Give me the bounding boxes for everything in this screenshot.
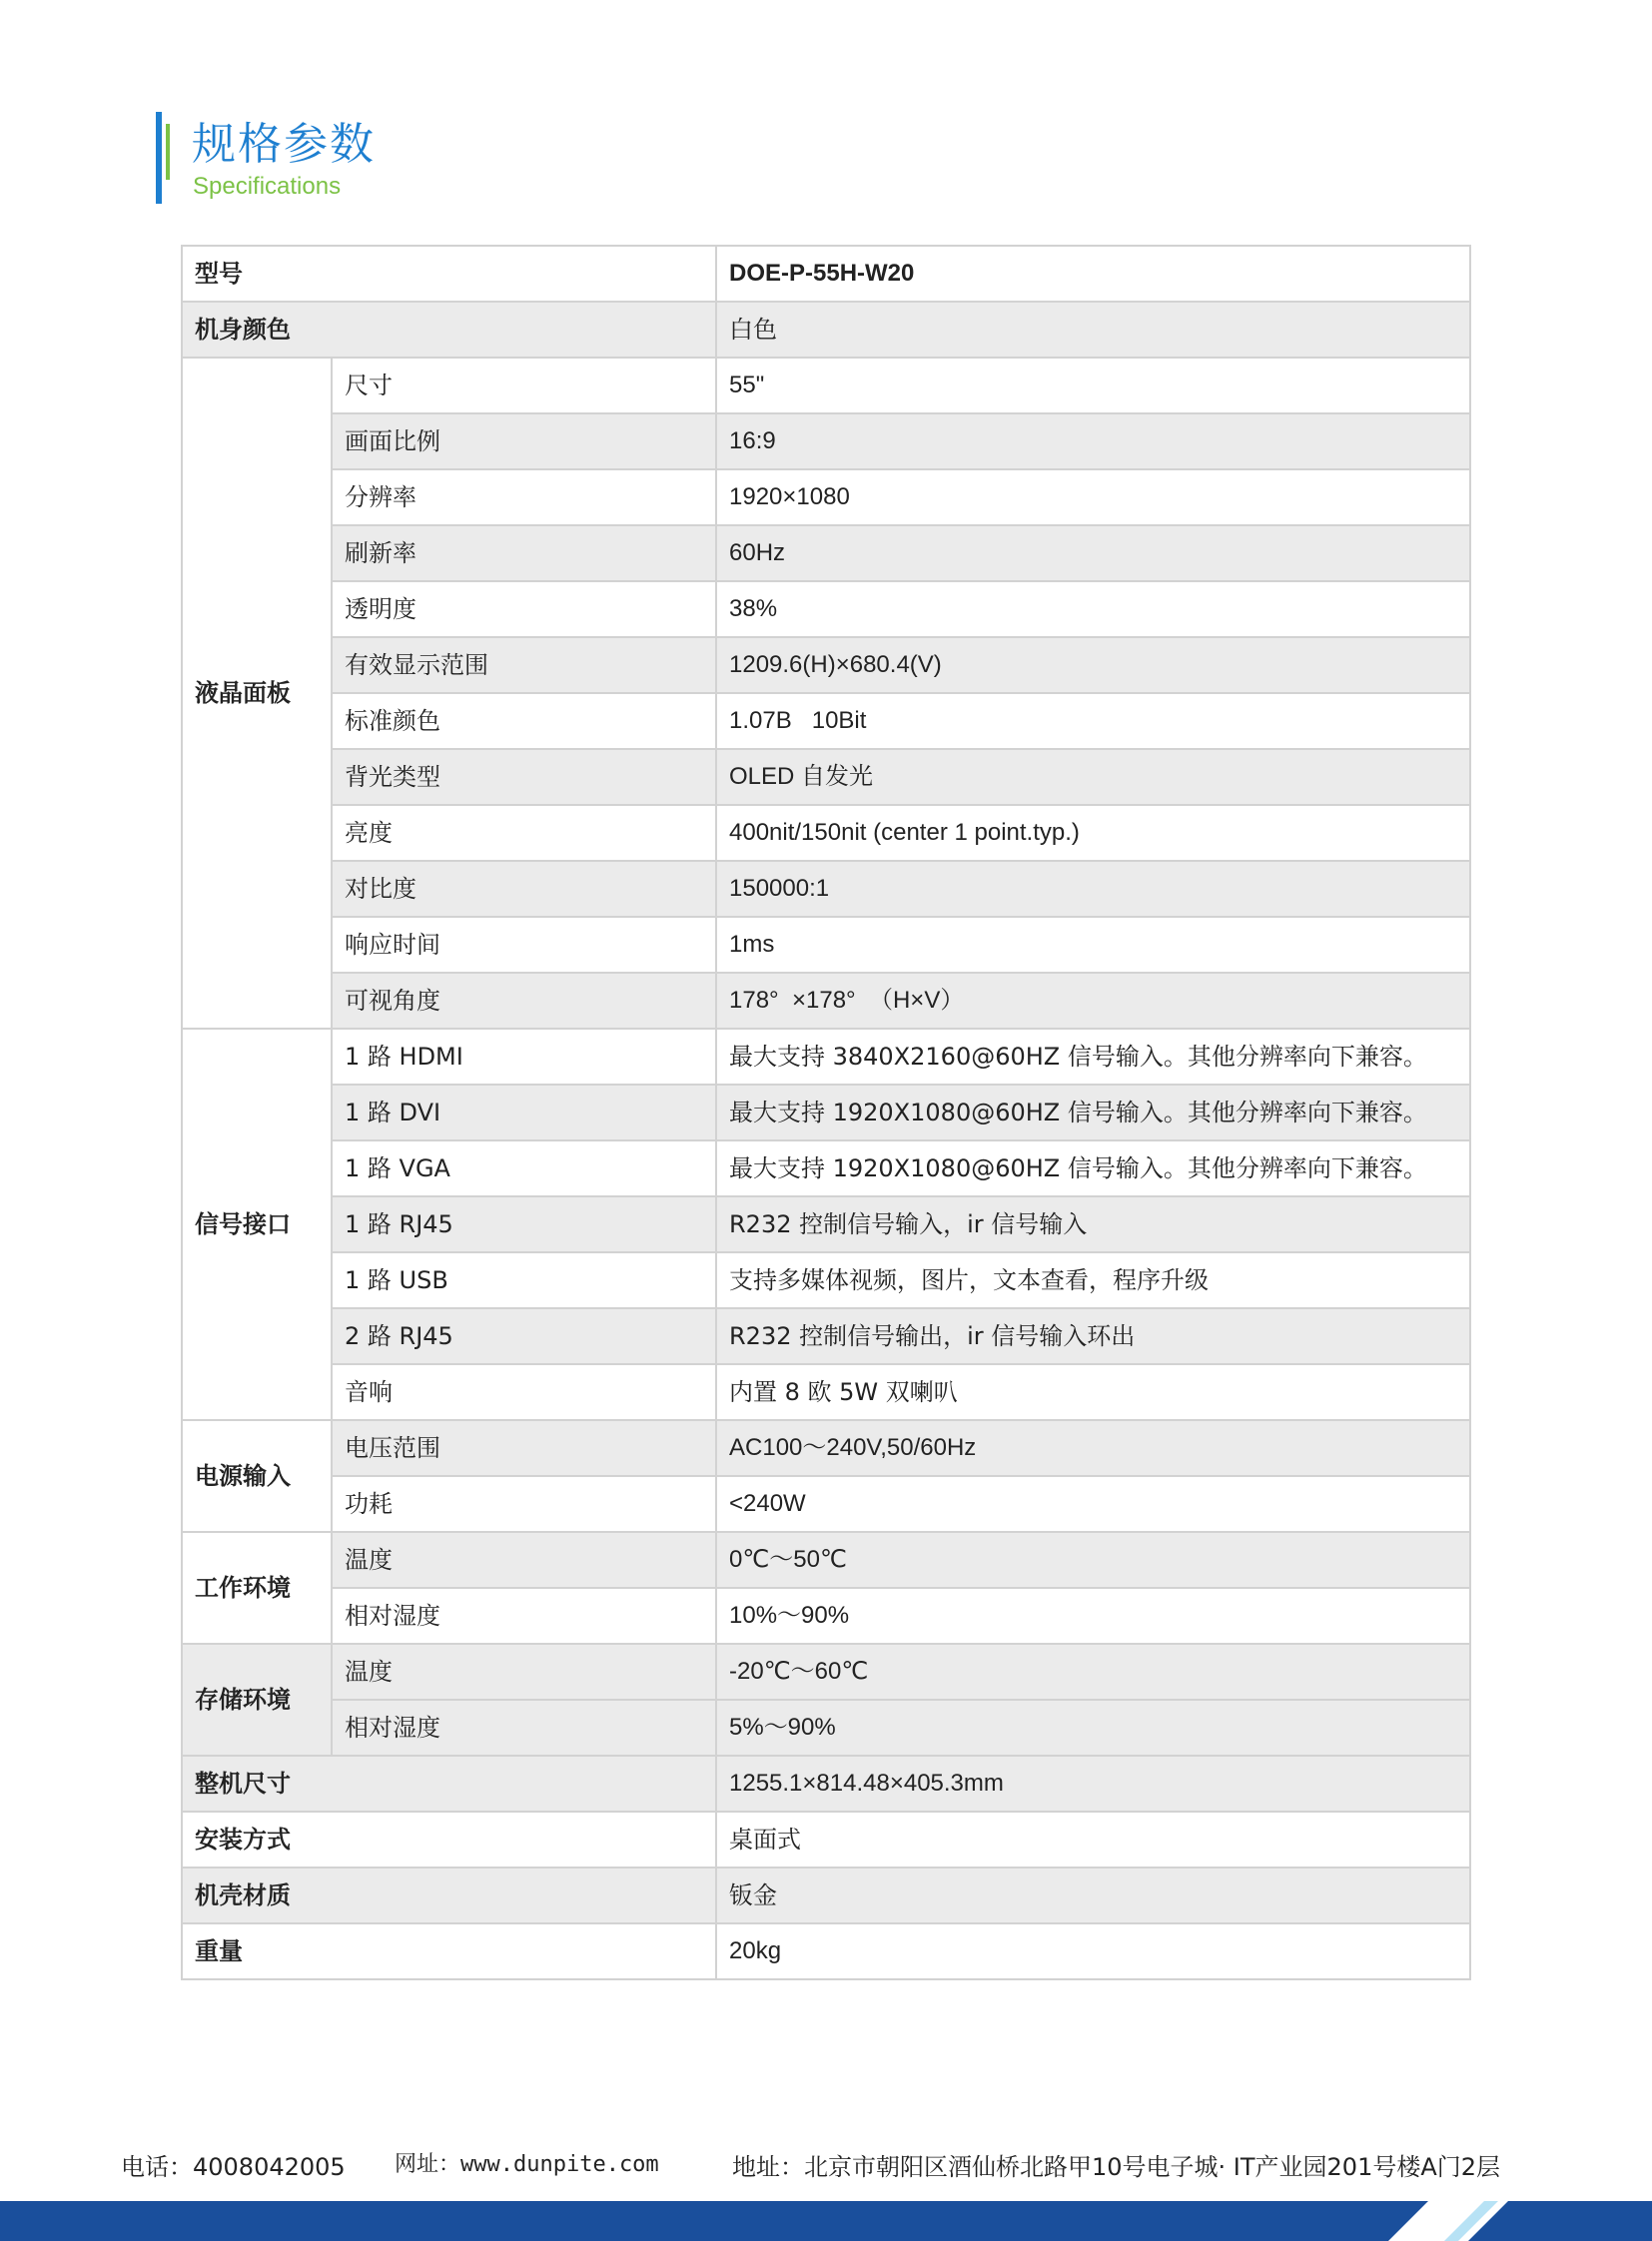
row-key: 背光类型 (332, 749, 716, 805)
row-value: 150000:1 (716, 861, 1470, 917)
row-key: 有效显示范围 (332, 637, 716, 693)
table-row (182, 1085, 1470, 1140)
row-label: 型号 (182, 246, 716, 302)
group-label-panel: 液晶面板 (182, 358, 332, 1029)
row-key: 1 路 HDMI (332, 1029, 716, 1085)
header-accent-bar-green (166, 124, 170, 180)
table-row (182, 1196, 1470, 1252)
table-row-mount (182, 1812, 1470, 1868)
row-key: 电压范围 (332, 1420, 716, 1476)
table-row (182, 1700, 1470, 1756)
row-key: 亮度 (332, 805, 716, 861)
row-key: 相对湿度 (332, 1700, 716, 1756)
row-key: 温度 (332, 1532, 716, 1588)
row-label: 重量 (182, 1923, 716, 1979)
table-row (182, 358, 1470, 413)
row-value: 0℃～50℃ (716, 1532, 1470, 1588)
table-row (182, 1029, 1470, 1085)
row-key: 1 路 VGA (332, 1140, 716, 1196)
row-value: 1209.6(H)×680.4(V) (716, 637, 1470, 693)
row-label: 机身颜色 (182, 302, 716, 358)
table-row (182, 861, 1470, 917)
spec-table (181, 245, 1471, 1980)
group-label-power: 电源输入 (182, 1420, 332, 1532)
row-value: 60Hz (716, 525, 1470, 581)
row-key: 2 路 RJ45 (332, 1308, 716, 1364)
table-row (182, 637, 1470, 693)
row-key: 对比度 (332, 861, 716, 917)
row-key: 画面比例 (332, 413, 716, 469)
table-row (182, 1308, 1470, 1364)
row-key: 响应时间 (332, 917, 716, 973)
row-key: 可视角度 (332, 973, 716, 1029)
row-key: 1 路 USB (332, 1252, 716, 1308)
row-value: 5%～90% (716, 1700, 1470, 1756)
group-label-signal: 信号接口 (182, 1029, 332, 1420)
row-value: 1ms (716, 917, 1470, 973)
table-row (182, 469, 1470, 525)
row-value: -20℃～60℃ (716, 1644, 1470, 1700)
table-row-weight (182, 1923, 1470, 1979)
table-row (182, 973, 1470, 1029)
row-value: 最大支持 1920X1080@60HZ 信号输入。其他分辨率向下兼容。 (716, 1085, 1470, 1140)
table-row-color (182, 302, 1470, 358)
table-row-shell (182, 1868, 1470, 1923)
footer-address: 地址：北京市朝阳区酒仙桥北路甲10号电子城· IT产业园201号楼A门2层 (732, 2153, 1501, 2181)
row-label: 整机尺寸 (182, 1756, 716, 1812)
row-value: 16:9 (716, 413, 1470, 469)
table-row (182, 1252, 1470, 1308)
row-value: OLED 自发光 (716, 749, 1470, 805)
row-key: 尺寸 (332, 358, 716, 413)
row-key: 功耗 (332, 1476, 716, 1532)
table-row-model (182, 246, 1470, 302)
row-key: 刷新率 (332, 525, 716, 581)
row-label: 安装方式 (182, 1812, 716, 1868)
table-row (182, 1588, 1470, 1644)
row-key: 透明度 (332, 581, 716, 637)
row-value: 10%～90% (716, 1588, 1470, 1644)
row-value: 55" (716, 358, 1470, 413)
table-row (182, 693, 1470, 749)
footer-phone: 电话：4008042005 (121, 2153, 346, 2181)
group-label-storage-env: 存储环境 (182, 1644, 332, 1756)
table-row (182, 1476, 1470, 1532)
row-key: 分辨率 (332, 469, 716, 525)
row-value: DOE-P-55H-W20 (716, 246, 1470, 302)
row-value: 1255.1×814.48×405.3mm (716, 1756, 1470, 1812)
table-row-size (182, 1756, 1470, 1812)
row-label: 机壳材质 (182, 1868, 716, 1923)
table-row (182, 581, 1470, 637)
row-value: R232 控制信号输入，ir 信号输入 (716, 1196, 1470, 1252)
row-key: 1 路 RJ45 (332, 1196, 716, 1252)
section-title: 规格参数 (192, 119, 376, 170)
row-value: 最大支持 3840X2160@60HZ 信号输入。其他分辨率向下兼容。 (716, 1029, 1470, 1085)
group-label-work-env: 工作环境 (182, 1532, 332, 1644)
row-key: 温度 (332, 1644, 716, 1700)
row-value: 桌面式 (716, 1812, 1470, 1868)
row-value: 白色 (716, 302, 1470, 358)
row-value: 1.07B 10Bit (716, 693, 1470, 749)
row-value: <240W (716, 1476, 1470, 1532)
row-value: 内置 8 欧 5W 双喇叭 (716, 1364, 1470, 1420)
header-accent-bar-blue (156, 112, 162, 204)
table-row (182, 917, 1470, 973)
row-value: 1920×1080 (716, 469, 1470, 525)
table-row (182, 1140, 1470, 1196)
row-value: 38% (716, 581, 1470, 637)
row-value: 178° ×178° （H×V） (716, 973, 1470, 1029)
row-key: 标准颜色 (332, 693, 716, 749)
row-key: 音响 (332, 1364, 716, 1420)
table-row (182, 805, 1470, 861)
row-value: 400nit/150nit (center 1 point.typ.) (716, 805, 1470, 861)
table-row (182, 413, 1470, 469)
table-row (182, 1644, 1470, 1700)
row-value: AC100～240V,50/60Hz (716, 1420, 1470, 1476)
footer-website[interactable]: 网址：www.dunpite.com (395, 2152, 659, 2177)
footer-contact (0, 2147, 1652, 2181)
row-value: 支持多媒体视频，图片，文本查看，程序升级 (716, 1252, 1470, 1308)
row-value: 20kg (716, 1923, 1470, 1979)
bottom-band-decoration (1388, 2201, 1652, 2241)
row-key: 相对湿度 (332, 1588, 716, 1644)
row-value: 钣金 (716, 1868, 1470, 1923)
table-row (182, 749, 1470, 805)
table-row (182, 525, 1470, 581)
table-row (182, 1532, 1470, 1588)
section-subtitle: Specifications (193, 173, 342, 200)
table-row (182, 1364, 1470, 1420)
table-row (182, 1420, 1470, 1476)
row-value: 最大支持 1920X1080@60HZ 信号输入。其他分辨率向下兼容。 (716, 1140, 1470, 1196)
row-value: R232 控制信号输出，ir 信号输入环出 (716, 1308, 1470, 1364)
row-key: 1 路 DVI (332, 1085, 716, 1140)
